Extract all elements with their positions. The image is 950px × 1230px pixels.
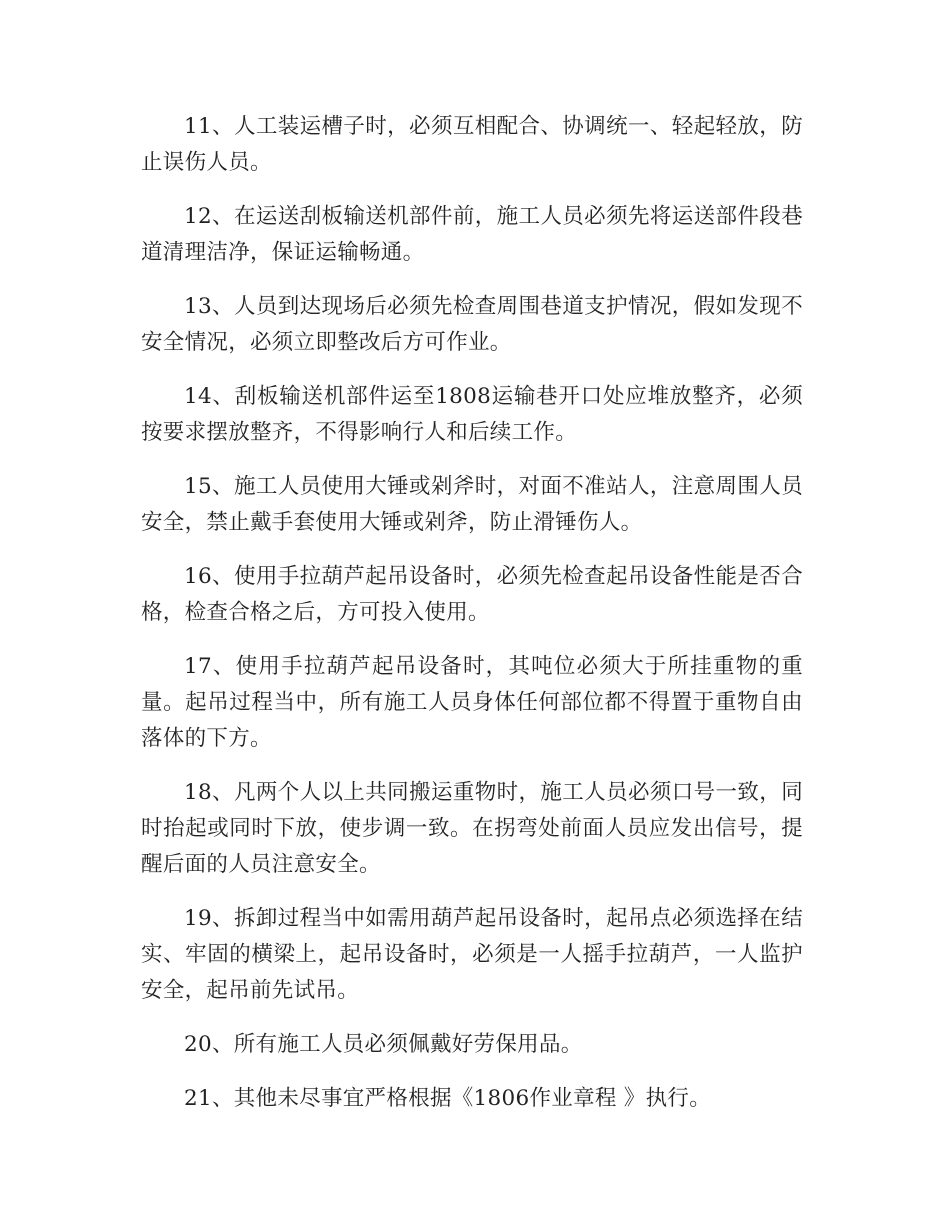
rule-paragraph-13: 13、人员到达现场后必须先检查周围巷道支护情况，假如发现不安全情况，必须立即整改后方可作业。 bbox=[141, 294, 803, 355]
rule-paragraph-14: 14、刮板输送机部件运至1808运输巷开口处应堆放整齐，必须按要求摆放整齐，不得影响行人和后续工作。 bbox=[141, 384, 803, 445]
rule-paragraph-19: 19、拆卸过程当中如需用葫芦起吊设备时，起吊点必须选择在结实、牢固的横梁上，起吊设备时，必须是一人摇手拉葫芦，一人监护安全，起吊前先试吊。 bbox=[141, 906, 803, 1003]
rule-paragraph-16: 16、使用手拉葫芦起吊设备时，必须先检查起吊设备性能是否合格，检查合格之后，方可投入使用。 bbox=[141, 564, 803, 625]
document-body bbox=[141, 109, 803, 1135]
rule-paragraph-18: 18、凡两个人以上共同搬运重物时，施工人员必须口号一致，同时抬起或同时下放，使步调一致。在拐弯处前面人员应发出信号，提醒后面的人员注意安全。 bbox=[141, 780, 803, 877]
rule-paragraph-17: 17、使用手拉葫芦起吊设备时，其吨位必须大于所挂重物的重量。起吊过程当中，所有施工人员身体任何部位都不得置于重物自由落体的下方。 bbox=[141, 654, 803, 751]
rule-paragraph-15: 15、施工人员使用大锤或剁斧时，对面不准站人，注意周围人员安全，禁止戴手套使用大锤或剁斧，防止滑锤伤人。 bbox=[141, 474, 803, 535]
rule-paragraph-12: 12、在运送刮板输送机部件前，施工人员必须先将运送部件段巷道清理洁净，保证运输畅通。 bbox=[141, 204, 803, 265]
rule-paragraph-20: 20、所有施工人员必须佩戴好劳保用品。 bbox=[184, 1032, 583, 1057]
rule-paragraph-21: 21、其他未尽事宜严格根据《1806作业章程 》执行。 bbox=[184, 1086, 712, 1111]
rule-paragraph-11: 11、人工装运槽子时，必须互相配合、协调统一、轻起轻放，防止误伤人员。 bbox=[141, 114, 803, 175]
